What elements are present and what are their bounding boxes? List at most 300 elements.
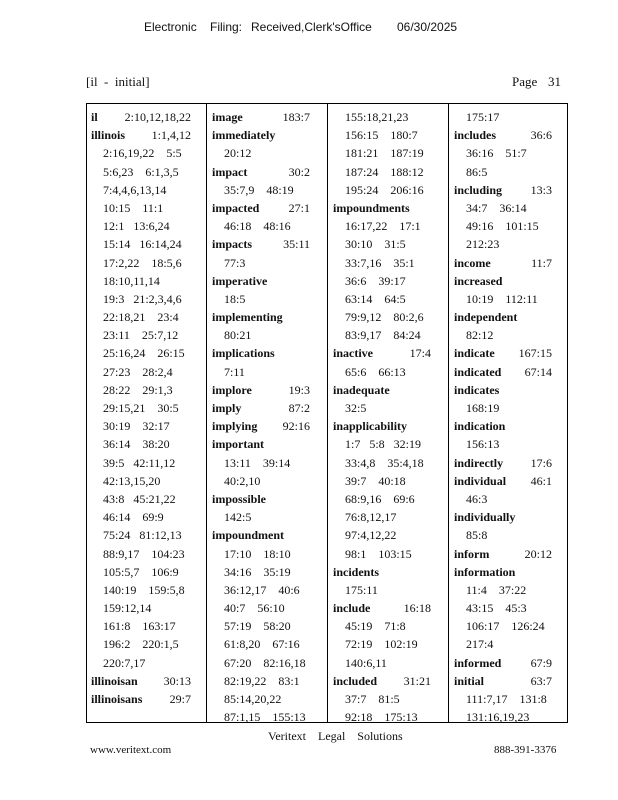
index-entry	[212, 381, 310, 399]
index-references: 18:10,11,14	[103, 273, 160, 288]
index-continuation	[212, 363, 310, 381]
index-term: immediately	[212, 128, 276, 143]
index-term: impacted	[212, 200, 260, 215]
index-references: 20:12	[524, 546, 552, 561]
filing-date: 06/30/2025	[397, 20, 458, 34]
index-references: 65:6 66:13	[345, 364, 406, 379]
index-references: 46:14 69:9	[103, 510, 164, 525]
index-continuation	[91, 599, 191, 617]
index-continuation	[333, 635, 431, 653]
index-continuation	[454, 217, 552, 235]
index-references: 30:13	[163, 673, 191, 688]
index-references: 45:19 71:8	[345, 619, 406, 634]
index-references: 156:13	[466, 437, 500, 452]
index-term: individually	[454, 510, 516, 525]
index-term: increased	[454, 273, 503, 288]
index-continuation	[212, 654, 310, 672]
index-references: 131:16,19,23	[466, 710, 530, 725]
index-references: 175:11	[345, 582, 378, 597]
index-references: 92:18 175:13	[345, 710, 418, 725]
index-term: indirectly	[454, 455, 504, 470]
index-continuation	[91, 199, 191, 217]
index-entry	[212, 435, 310, 453]
index-term: impact	[212, 164, 248, 179]
index-references: 167:15	[518, 346, 552, 361]
index-continuation	[454, 290, 552, 308]
index-continuation	[91, 508, 191, 526]
index-continuation	[212, 144, 310, 162]
index-continuation	[91, 526, 191, 544]
index-references: 32:5	[345, 401, 367, 415]
index-term: implore	[212, 382, 252, 397]
index-entry	[454, 181, 552, 199]
index-references: 18:5	[224, 291, 246, 306]
index-references: 34:16 35:19	[224, 564, 291, 579]
index-entry	[212, 308, 310, 326]
index-continuation	[454, 708, 552, 726]
index-references: 63:14 64:5	[345, 291, 406, 306]
index-continuation	[91, 163, 191, 181]
index-references: 17:4	[409, 346, 431, 361]
filing-header	[0, 20, 618, 38]
index-references: 46:1	[530, 473, 552, 488]
index-references: 76:8,12,17	[345, 510, 397, 525]
index-term: inapplicability	[333, 419, 408, 434]
index-entry	[212, 272, 310, 290]
index-term: implementing	[212, 310, 283, 325]
index-continuation	[454, 108, 552, 126]
index-continuation	[212, 217, 310, 235]
index-term: implications	[212, 346, 275, 361]
index-entry	[91, 672, 191, 690]
index-references: 15:14 16:14,24	[103, 237, 182, 252]
index-references: 39:7 40:18	[345, 473, 406, 488]
index-references: 29:15,21 30:5	[103, 401, 179, 415]
index-term: inactive	[333, 346, 373, 361]
index-references: 36:16 51:7	[466, 146, 527, 161]
index-continuation	[91, 545, 191, 563]
index-entry	[212, 344, 310, 362]
index-continuation	[212, 254, 310, 272]
index-continuation	[333, 108, 431, 126]
index-references: 142:5	[224, 510, 252, 525]
index-references: 72:19 102:19	[345, 637, 418, 652]
index-continuation	[454, 435, 552, 453]
index-entry	[333, 563, 431, 581]
index-references: 2:16,19,22 5:5	[103, 146, 182, 161]
index-references: 33:7,16 35:1	[345, 255, 415, 270]
word-index-table	[86, 103, 568, 723]
index-references: 27:1	[288, 200, 310, 215]
index-term: image	[212, 110, 243, 124]
index-continuation	[333, 272, 431, 290]
index-continuation	[91, 217, 191, 235]
index-term: indicated	[454, 364, 502, 379]
index-references: 20:12	[224, 146, 252, 161]
index-term: income	[454, 255, 491, 270]
index-references: 220:7,17	[103, 655, 146, 670]
index-continuation	[333, 217, 431, 235]
index-continuation	[454, 199, 552, 217]
index-entry	[454, 272, 552, 290]
index-references: 31:21	[403, 673, 431, 688]
index-references: 10:15 11:1	[103, 200, 164, 215]
index-references: 37:7 81:5	[345, 692, 400, 706]
index-term: incidents	[333, 564, 380, 579]
index-entry	[454, 508, 552, 526]
index-references: 5:6,23 6:1,3,5	[103, 164, 179, 179]
index-entry	[91, 690, 191, 708]
index-references: 63:7	[530, 673, 552, 688]
index-references: 61:8,20 67:16	[224, 637, 300, 652]
index-continuation	[212, 708, 310, 726]
index-continuation	[91, 254, 191, 272]
index-references: 2:10,12,18,22	[124, 110, 191, 124]
index-references: 30:2	[288, 164, 310, 179]
index-continuation	[212, 545, 310, 563]
index-continuation	[333, 454, 431, 472]
index-references: 17:10 18:10	[224, 546, 291, 561]
index-references: 97:4,12,22	[345, 528, 397, 543]
index-term: impoundment	[212, 528, 285, 543]
index-references: 88:9,17 104:23	[103, 546, 185, 561]
index-references: 23:11 25:7,12	[103, 328, 179, 343]
index-references: 16:17,22 17:1	[345, 219, 421, 234]
footer-company: Veritext Legal Solutions	[268, 729, 403, 743]
index-entry	[454, 654, 552, 672]
index-references: 34:7 36:14	[466, 200, 527, 215]
index-continuation	[91, 144, 191, 162]
index-term: illinoisan	[91, 673, 138, 688]
index-entry	[212, 235, 310, 253]
index-term: indication	[454, 419, 506, 434]
index-continuation	[91, 417, 191, 435]
filing-received: Received,Clerk'sOffice	[251, 20, 372, 34]
index-term: imperative	[212, 273, 268, 288]
index-entry	[212, 163, 310, 181]
index-term: inform	[454, 546, 490, 561]
index-continuation	[333, 581, 431, 599]
index-entry	[212, 526, 310, 544]
index-references: 195:24 206:16	[345, 182, 424, 197]
index-term: indicates	[454, 382, 500, 397]
index-references: 156:15 180:7	[345, 128, 418, 143]
index-continuation	[454, 490, 552, 508]
index-continuation	[333, 363, 431, 381]
index-references: 12:1 13:6,24	[103, 219, 170, 234]
index-continuation	[91, 363, 191, 381]
index-term: impoundments	[333, 200, 410, 215]
column-divider	[327, 104, 328, 722]
index-continuation	[333, 326, 431, 344]
index-references: 68:9,16 69:6	[345, 491, 415, 506]
index-continuation	[212, 563, 310, 581]
index-entry	[454, 472, 552, 490]
index-references: 75:24 81:12,13	[103, 528, 182, 543]
index-references: 181:21 187:19	[345, 146, 424, 161]
index-term: independent	[454, 310, 518, 325]
index-references: 67:9	[530, 655, 552, 670]
index-continuation	[454, 635, 552, 653]
footer-website: www.veritext.com	[90, 744, 172, 756]
index-term: initial	[454, 673, 485, 688]
index-term: individual	[454, 473, 507, 488]
index-entry	[333, 381, 431, 399]
index-continuation	[454, 235, 552, 253]
index-term: il	[91, 110, 98, 124]
index-references: 19:3 21:2,3,4,6	[103, 291, 182, 306]
index-continuation	[91, 563, 191, 581]
index-references: 140:19 159:5,8	[103, 582, 185, 597]
index-references: 105:5,7 106:9	[103, 564, 179, 579]
index-continuation	[333, 144, 431, 162]
index-references: 13:3	[530, 182, 552, 197]
index-column-2	[212, 108, 310, 726]
index-continuation	[91, 272, 191, 290]
index-references: 92:16	[282, 419, 310, 434]
index-references: 86:5	[466, 164, 488, 179]
index-entry	[454, 381, 552, 399]
index-references: 13:11 39:14	[224, 455, 291, 470]
index-continuation	[91, 308, 191, 326]
index-entry	[454, 308, 552, 326]
index-continuation	[333, 708, 431, 726]
index-term: includes	[454, 128, 497, 143]
index-references: 140:6,11	[345, 655, 387, 670]
index-references: 35:11	[283, 237, 310, 252]
index-entry	[212, 199, 310, 217]
index-continuation	[333, 290, 431, 308]
index-references: 82:19,22 83:1	[224, 673, 300, 688]
index-continuation	[212, 599, 310, 617]
index-term: implying	[212, 419, 258, 434]
column-divider	[206, 104, 207, 722]
index-continuation	[333, 617, 431, 635]
index-continuation	[91, 344, 191, 362]
index-continuation	[212, 617, 310, 635]
index-entry	[454, 363, 552, 381]
index-references: 87:1,15 155:13	[224, 710, 306, 725]
index-continuation	[454, 581, 552, 599]
index-entry	[333, 672, 431, 690]
index-references: 187:24 188:12	[345, 164, 424, 179]
index-term: indicate	[454, 346, 495, 361]
index-continuation	[91, 617, 191, 635]
index-entry	[333, 199, 431, 217]
index-continuation	[454, 526, 552, 544]
index-references: 36:6 39:17	[345, 273, 406, 288]
index-references: 19:3	[288, 382, 310, 397]
index-continuation	[333, 126, 431, 144]
index-entry	[454, 672, 552, 690]
index-references: 212:23	[466, 237, 500, 252]
index-continuation	[333, 545, 431, 563]
index-references: 39:5 42:11,12	[103, 455, 176, 470]
index-term: illinois	[91, 128, 126, 143]
index-entry	[454, 545, 552, 563]
index-column-1	[91, 108, 191, 708]
index-term: important	[212, 437, 264, 452]
column-divider	[448, 104, 449, 722]
index-continuation	[91, 181, 191, 199]
index-continuation	[212, 672, 310, 690]
index-references: 42:13,15,20	[103, 473, 161, 488]
index-references: 1:7 5:8 32:19	[345, 437, 422, 452]
index-continuation	[91, 581, 191, 599]
index-entry	[454, 563, 552, 581]
index-range: [il - initial]	[86, 74, 150, 89]
index-continuation	[91, 490, 191, 508]
index-continuation	[91, 326, 191, 344]
index-continuation	[212, 290, 310, 308]
footer-phone: 888-391-3376	[494, 744, 557, 756]
index-references: 196:2 220:1,5	[103, 637, 179, 652]
index-continuation	[333, 399, 431, 417]
index-continuation	[333, 254, 431, 272]
index-continuation	[91, 454, 191, 472]
index-references: 217:4	[466, 637, 494, 652]
page-label: Page	[512, 74, 538, 89]
index-references: 67:20 82:16,18	[224, 655, 306, 670]
index-column-3	[333, 108, 431, 726]
index-continuation	[91, 235, 191, 253]
index-continuation	[212, 454, 310, 472]
index-references: 36:12,17 40:6	[224, 582, 300, 597]
index-entry	[454, 417, 552, 435]
index-references: 85:8	[466, 528, 488, 543]
index-term: information	[454, 564, 516, 579]
index-continuation	[91, 381, 191, 399]
index-references: 7:4,4,6,13,14	[103, 182, 167, 197]
index-references: 168:19	[466, 401, 500, 415]
index-continuation	[454, 690, 552, 708]
index-continuation	[91, 290, 191, 308]
index-term: imply	[212, 401, 242, 415]
index-continuation	[212, 581, 310, 599]
index-entry	[91, 108, 191, 126]
index-references: 87:2	[288, 401, 310, 415]
index-continuation	[333, 490, 431, 508]
index-continuation	[212, 635, 310, 653]
index-continuation	[212, 181, 310, 199]
index-references: 67:14	[524, 364, 552, 379]
index-continuation	[454, 617, 552, 635]
index-references: 7:11	[224, 364, 245, 379]
index-continuation	[91, 435, 191, 453]
index-references: 46:18 48:16	[224, 219, 291, 234]
index-entry	[454, 454, 552, 472]
index-references: 17:2,22 18:5,6	[103, 255, 182, 270]
index-continuation	[454, 163, 552, 181]
index-entry	[454, 344, 552, 362]
index-references: 16:18	[403, 601, 431, 616]
index-continuation	[454, 599, 552, 617]
index-references: 33:4,8 35:4,18	[345, 455, 424, 470]
index-entry	[333, 344, 431, 362]
filing-electronic: Electronic	[144, 20, 197, 34]
index-references: 22:18,21 23:4	[103, 310, 179, 325]
index-references: 10:19 112:11	[466, 291, 538, 306]
index-references: 161:8 163:17	[103, 619, 176, 634]
index-entry	[333, 417, 431, 435]
index-references: 35:7,9 48:19	[224, 182, 294, 197]
index-references: 43:15 45:3	[466, 601, 527, 616]
index-continuation	[333, 526, 431, 544]
index-references: 155:18,21,23	[345, 110, 409, 124]
index-entry	[212, 399, 310, 417]
index-continuation	[333, 508, 431, 526]
index-continuation	[333, 181, 431, 199]
index-term: included	[333, 673, 378, 688]
index-term: illinoisans	[91, 692, 143, 706]
index-references: 57:19 58:20	[224, 619, 291, 634]
index-continuation	[333, 435, 431, 453]
index-continuation	[212, 472, 310, 490]
index-continuation	[91, 654, 191, 672]
index-references: 43:8 45:21,22	[103, 491, 176, 506]
index-continuation	[333, 163, 431, 181]
index-continuation	[212, 690, 310, 708]
index-continuation	[212, 508, 310, 526]
index-references: 80:21	[224, 328, 252, 343]
index-continuation	[333, 235, 431, 253]
index-references: 85:14,20,22	[224, 692, 282, 706]
index-references: 77:3	[224, 255, 246, 270]
index-references: 111:7,17 131:8	[466, 692, 547, 706]
index-entry	[454, 254, 552, 272]
index-continuation	[454, 144, 552, 162]
index-references: 28:22 29:1,3	[103, 382, 173, 397]
index-references: 30:19 32:17	[103, 419, 170, 434]
index-references: 46:3	[466, 491, 488, 506]
index-continuation	[333, 472, 431, 490]
index-references: 106:17 126:24	[466, 619, 545, 634]
index-continuation	[212, 326, 310, 344]
index-term: inadequate	[333, 382, 390, 397]
index-entry	[333, 599, 431, 617]
index-references: 40:2,10	[224, 473, 261, 488]
index-continuation	[91, 472, 191, 490]
index-continuation	[91, 635, 191, 653]
index-entry	[212, 490, 310, 508]
page-number: 31	[548, 74, 561, 89]
index-references: 11:4 37:22	[466, 582, 527, 597]
index-continuation	[333, 690, 431, 708]
index-references: 83:9,17 84:24	[345, 328, 421, 343]
index-continuation	[454, 326, 552, 344]
index-references: 36:14 38:20	[103, 437, 170, 452]
index-continuation	[333, 654, 431, 672]
index-references: 25:16,24 26:15	[103, 346, 185, 361]
index-entry	[91, 126, 191, 144]
index-references: 79:9,12 80:2,6	[345, 310, 424, 325]
index-entry	[212, 108, 310, 126]
index-references: 175:17	[466, 110, 500, 124]
index-references: 30:10 31:5	[345, 237, 406, 252]
index-references: 17:6	[530, 455, 552, 470]
index-term: impossible	[212, 491, 267, 506]
index-column-4	[454, 108, 552, 726]
index-references: 183:7	[282, 110, 310, 124]
index-term: informed	[454, 655, 502, 670]
index-references: 11:7	[531, 255, 552, 270]
index-references: 82:12	[466, 328, 494, 343]
index-references: 1:1,4,12	[151, 128, 191, 143]
index-term: impacts	[212, 237, 252, 252]
index-continuation	[454, 399, 552, 417]
index-references: 27:23 28:2,4	[103, 364, 173, 379]
index-term: include	[333, 601, 371, 616]
